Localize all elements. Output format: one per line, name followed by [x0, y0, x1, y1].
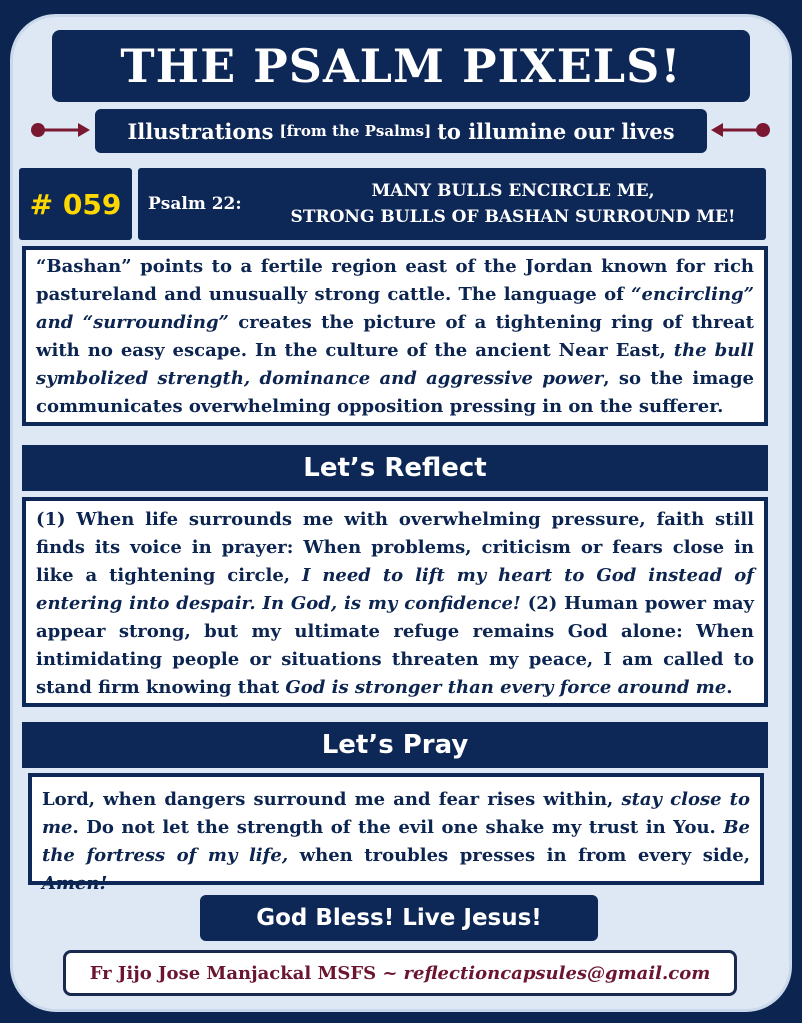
prayer-part: . Do not let the strength of the evil one shake my trust in You. — [72, 817, 724, 838]
reflect-emphasis: I need to lift my heart to God instead of entering into despair. In God, is my confidence! — [36, 565, 754, 614]
explanation-emphasis: the bull symbolized strength, dominance and aggressive power — [36, 340, 754, 389]
psalm-reference: Psalm 22: — [148, 194, 242, 214]
psalm-header — [138, 168, 766, 240]
explanation-part: “Bashan” points to a fertile region east of the Jordan known for rich pastureland and unusually strong cattle. The language of — [36, 256, 754, 305]
prayer-emphasis: Amen! — [42, 873, 108, 894]
prayer-emphasis: Be the fortress of my life, — [42, 817, 750, 866]
prayer-part: when troubles presses in from every side, — [288, 845, 750, 866]
reflect-part: (1) When life surrounds me with overwhelming pressure, faith still finds its voice in prayer: When problems, criticism or fears close in like a tightening circle, — [36, 509, 754, 586]
explanation-text — [22, 246, 768, 426]
entry-number: # 059 — [19, 168, 132, 240]
psalm-heading-line2: STRONG BULLS OF BASHAN SURROUND ME! — [290, 207, 736, 227]
subtitle-right: to illumine our lives — [437, 118, 675, 144]
reflect-emphasis: God is stronger than every force around me — [285, 677, 727, 698]
subtitle-left: Illustrations — [127, 118, 274, 144]
closing-blessing: God Bless! Live Jesus! — [200, 895, 598, 941]
psalm-verse-heading — [260, 178, 766, 230]
explanation-part: , so the image communicates overwhelming opposition pressing in on the sufferer. — [36, 368, 754, 417]
psalm-heading-line1: MANY BULLS ENCIRCLE ME, — [371, 181, 655, 201]
reflect-part: . — [726, 677, 733, 698]
subtitle-banner — [95, 109, 707, 153]
left-arrow-icon — [28, 118, 94, 142]
author-name: Fr Jijo Jose Manjackal MSFS ~ — [89, 962, 398, 984]
explanation-part: creates the picture of a tightening ring of threat with no easy escape. In the culture of the ancient Near East, — [36, 312, 754, 361]
author-email: reflectioncapsules@gmail.com — [403, 962, 711, 984]
reflect-heading: Let’s Reflect — [22, 445, 768, 491]
reflect-text — [22, 497, 768, 707]
prayer-text — [28, 773, 764, 894]
subtitle-small: [from the Psalms] — [279, 122, 432, 140]
author-footer — [63, 950, 737, 996]
right-arrow-icon — [707, 118, 773, 142]
explanation-emphasis: “encircling” and “surrounding” — [36, 284, 754, 333]
prayer-part: Lord, when dangers surround me and fear rises within, — [42, 789, 622, 810]
pray-heading: Let’s Pray — [22, 722, 768, 768]
prayer-emphasis: stay close to me — [42, 789, 750, 838]
reflect-part: (2) Human power may appear strong, but my ultimate refuge remains God alone: When intimidating people or situations threaten my peace, I am called to stand firm knowing that — [36, 593, 754, 698]
page-title: THE PSALM PIXELS! — [52, 30, 750, 102]
